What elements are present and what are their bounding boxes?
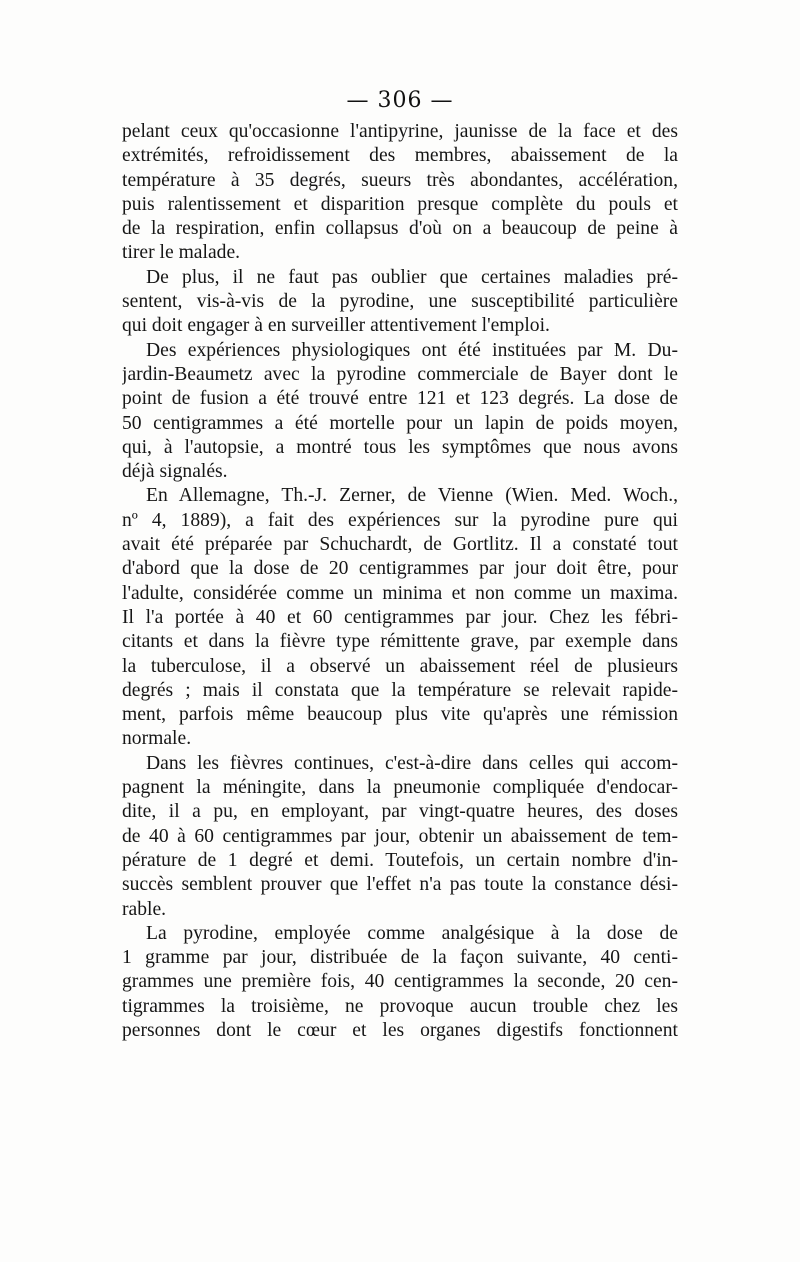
text-line: Des expériences physiologiques ont été instituées par M. Du-	[146, 339, 678, 361]
text-line: tigrammes la troisième, ne provoque aucun trouble chez les	[122, 995, 678, 1017]
text-line: l'adulte, considérée comme un minima et non comme un maxima.	[122, 582, 678, 604]
text-line: température à 35 degrés, sueurs très abondantes, accélération,	[122, 169, 678, 191]
text-line: nº 4, 1889), a fait des expériences sur la pyrodine pure qui	[122, 509, 678, 531]
text-line: La pyrodine, employée comme analgésique à la dose de	[146, 922, 678, 944]
paragraph	[122, 266, 678, 339]
text-line: de la respiration, enfin collapsus d'où on a beaucoup de peine à	[122, 218, 678, 240]
text-line: pérature de 1 degré et demi. Toutefois, un certain nombre d'in-	[122, 849, 678, 871]
text-line: puis ralentissement et disparition presque complète du pouls et	[122, 193, 678, 215]
text-line: pagnent la méningite, dans la pneumonie compliquée d'endocar-	[122, 777, 678, 799]
paragraph	[122, 120, 678, 266]
text-line: citants et dans la fièvre type rémittente grave, par exemple dans	[122, 631, 678, 653]
text-line: grammes une première fois, 40 centigrammes la seconde, 20 cen-	[122, 971, 678, 993]
text-line: Dans les fièvres continues, c'est-à-dire dans celles qui accom-	[146, 752, 678, 774]
text-line: De plus, il ne faut pas oublier que certaines maladies pré-	[146, 266, 678, 288]
text-line: sentent, vis-à-vis de la pyrodine, une susceptibilité particulière	[122, 291, 678, 313]
text-line: 50 centigrammes a été mortelle pour un lapin de poids moyen,	[122, 412, 678, 434]
paragraph	[122, 752, 678, 922]
text-line: succès semblent prouver que l'effet n'a pas toute la constance dési-	[122, 874, 678, 896]
text-line: qui doit engager à en surveiller attentivement l'emploi.	[122, 315, 550, 337]
text-line: ment, parfois même beaucoup plus vite qu'après une rémission	[122, 704, 678, 726]
text-line: d'abord que la dose de 20 centigrammes par jour doit être, pour	[122, 558, 678, 580]
text-line: tirer le malade.	[122, 242, 241, 264]
text-line: personnes dont le cœur et les organes digestifs fonctionnent	[122, 1019, 678, 1041]
body-text	[122, 120, 678, 1043]
text-line: En Allemagne, Th.-J. Zerner, de Vienne (Wien. Med. Woch.,	[146, 485, 678, 507]
text-line: jardin-Beaumetz avec la pyrodine commerciale de Bayer dont le	[122, 363, 678, 385]
text-line: extrémités, refroidissement des membres, abaissement de la	[122, 145, 678, 167]
paragraph	[122, 484, 678, 751]
text-line: degrés ; mais il constata que la température se relevait rapide-	[122, 679, 678, 701]
paragraph	[122, 339, 678, 485]
text-line: avait été préparée par Schuchardt, de Gortlitz. Il a constaté tout	[122, 534, 678, 556]
text-line: rable.	[122, 898, 167, 920]
text-line: normale.	[122, 728, 192, 750]
text-line: dite, il a pu, en employant, par vingt-quatre heures, des doses	[122, 801, 678, 823]
paragraph	[122, 922, 678, 1043]
text-line: qui, à l'autopsie, a montré tous les symptômes que nous avons	[122, 436, 678, 458]
page-number: — 306 —	[346, 88, 454, 113]
text-line: pelant ceux qu'occasionne l'antipyrine, jaunisse de la face et des	[122, 121, 678, 142]
text-line: de 40 à 60 centigrammes par jour, obtenir un abaissement de tem-	[122, 825, 678, 847]
text-line: la tuberculose, il a observé un abaissement réel de plusieurs	[122, 655, 678, 677]
text-line: point de fusion a été trouvé entre 121 et 123 degrés. La dose de	[122, 388, 678, 410]
text-line: 1 gramme par jour, distribuée de la façon suivante, 40 centi-	[122, 947, 678, 969]
text-line: Il l'a portée à 40 et 60 centigrammes par jour. Chez les fébri-	[122, 606, 678, 628]
text-line: déjà signalés.	[122, 461, 228, 483]
